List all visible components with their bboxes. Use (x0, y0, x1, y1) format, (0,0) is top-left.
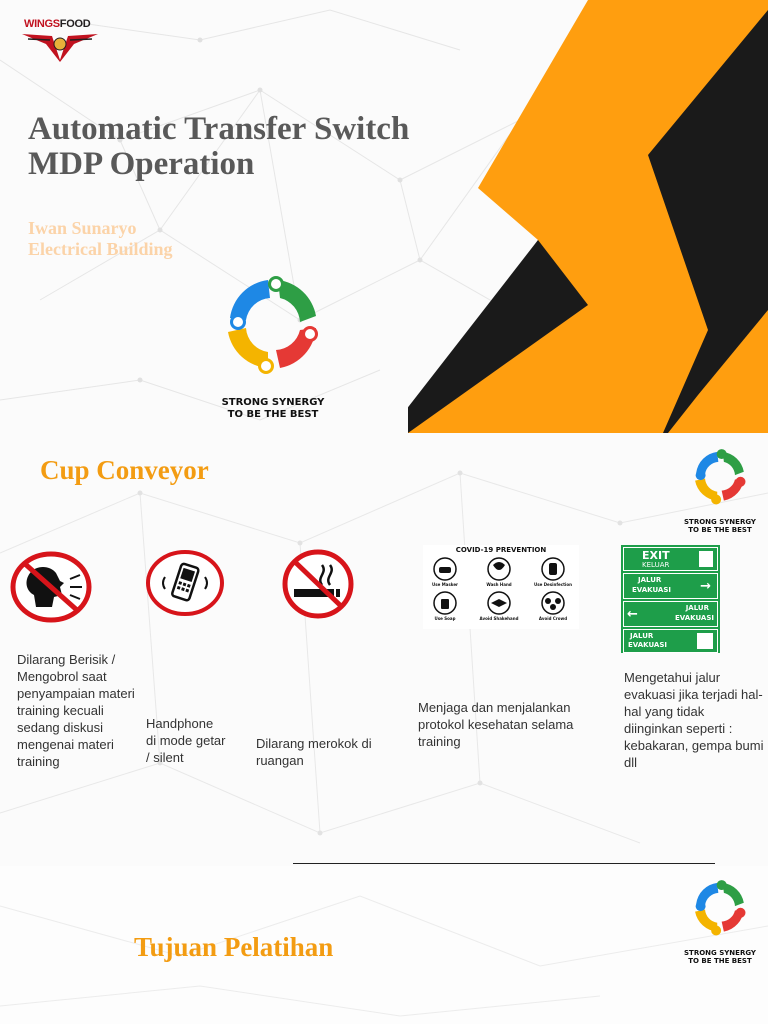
covid-item-mask: Use Masker (431, 582, 459, 587)
rule-text-protocol: Menjaga dan menjalankan protokol kesehatan selama training (418, 700, 574, 749)
stairs-icon (697, 633, 713, 649)
synergy-logo (208, 268, 338, 421)
synergy-people-icon (684, 445, 756, 513)
evakuasi-label-1: EVAKUASI (632, 586, 671, 594)
covid-prevention-icon (423, 545, 579, 629)
presenter-department: Electrical Building (28, 239, 173, 259)
covid-item-soap: Use Soap (434, 616, 456, 621)
rule-text-phone: Handphone di mode getar / silent (146, 716, 226, 765)
arrow-right-icon: → (700, 579, 711, 594)
keluar-label: KELUAR (642, 561, 670, 569)
synergy-logo (682, 445, 758, 534)
presenter-info (28, 218, 173, 260)
logo-wordmark: WINGSFOOD (24, 18, 91, 30)
phone-vibrate-icon (145, 549, 225, 617)
covid-item-shakehand: Avoid Shakehand (479, 616, 519, 621)
network-background (0, 866, 768, 1024)
synergy-tagline-2: TO BE THE BEST (227, 409, 319, 420)
jalur-label-1: JALUR (638, 576, 662, 584)
covid-item-desinfection: Use Desinfection (533, 582, 573, 587)
arrow-left-icon: ← (627, 607, 638, 622)
jalur-label-2: JALUR (685, 604, 709, 612)
wings-emblem-icon (22, 30, 98, 64)
synergy-tagline-2: TO BE THE BEST (688, 957, 752, 965)
title-slide (0, 0, 768, 433)
slide-divider (293, 863, 715, 864)
slide-title: Cup Conveyor (40, 455, 209, 485)
synergy-tagline-2: TO BE THE BEST (688, 526, 752, 534)
slide-title: Tujuan Pelatihan (134, 932, 334, 962)
rule-text-no-talking: Dilarang Berisik / Mengobrol saat penyampaian materi training kecuali sedang diskusi mengenai materi training (17, 652, 135, 769)
covid-heading: COVID-19 PREVENTION (455, 546, 547, 554)
covid-item-wash: Wash Hand (486, 582, 512, 587)
synergy-people-icon (684, 876, 756, 944)
objectives-slide (0, 866, 768, 1024)
rule-text-evacuation: Mengetahui jalur evakuasi jika terjadi hal-hal yang tidak diinginkan seperti : kebakaran, gempa bumi dll (624, 670, 764, 770)
wingsfood-logo (22, 18, 102, 62)
chevron-decoration (408, 0, 768, 433)
no-talking-icon (10, 551, 92, 623)
synergy-tagline-1: STRONG SYNERGY (684, 949, 756, 957)
exit-sign-icon (621, 545, 720, 653)
synergy-tagline-1: STRONG SYNERGY (684, 518, 756, 526)
synergy-tagline-1: STRONG SYNERGY (221, 397, 325, 408)
evakuasi-label-2: EVAKUASI (675, 614, 714, 622)
no-smoking-icon (282, 549, 354, 619)
presenter-name: Iwan Sunaryo (28, 218, 137, 238)
jalur-label-3: JALUR (630, 632, 654, 640)
presentation-title: Automatic Transfer Switch MDP Operation (28, 111, 410, 182)
synergy-logo (682, 876, 758, 965)
synergy-people-icon (208, 268, 338, 390)
evakuasi-label-3: EVAKUASI (628, 641, 667, 649)
rules-slide (0, 433, 768, 866)
covid-item-crowd: Avoid Crowd (538, 616, 568, 621)
exit-label: EXIT (642, 549, 670, 562)
rule-text-no-smoking: Dilarang merokok di ruangan (256, 736, 372, 768)
